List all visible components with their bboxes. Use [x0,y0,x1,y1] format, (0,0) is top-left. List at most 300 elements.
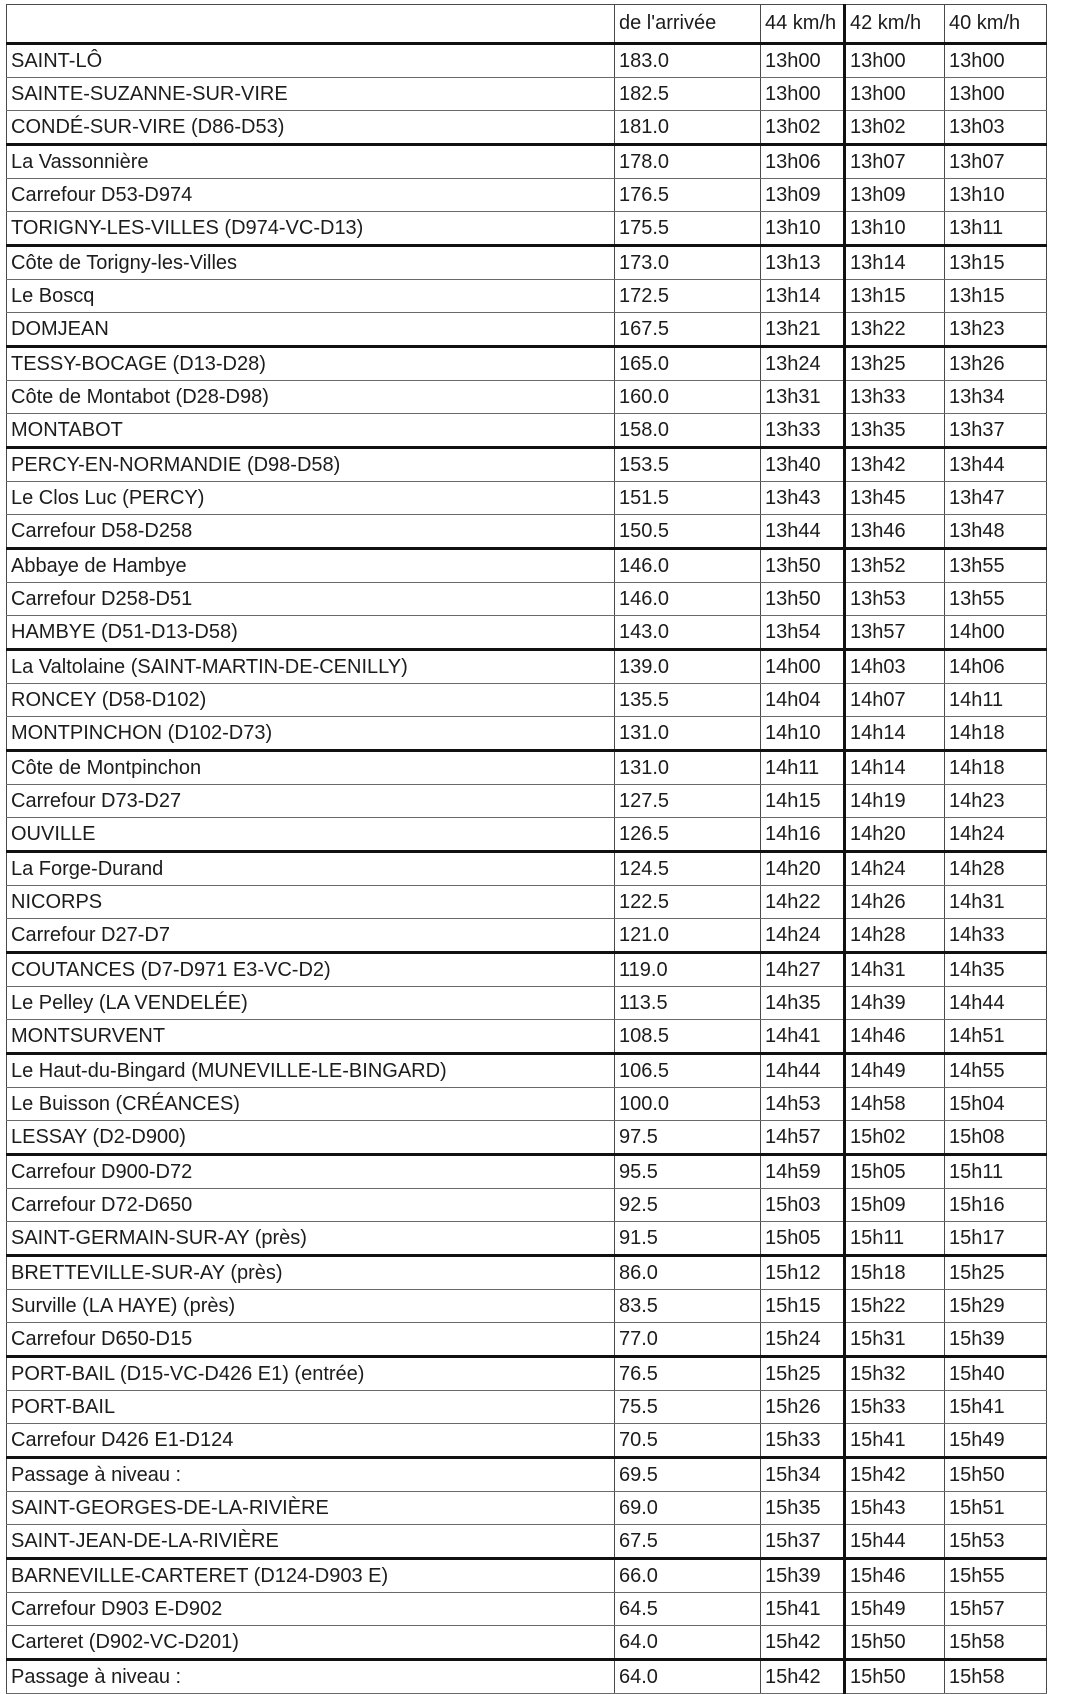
location-cell: La Forge-Durand [7,852,615,886]
time-40-cell: 13h10 [945,179,1047,212]
time-40-cell: 13h47 [945,482,1047,515]
distance-cell: 86.0 [615,1256,761,1290]
time-40-cell: 13h55 [945,583,1047,616]
distance-cell: 135.5 [615,684,761,717]
time-42-cell: 14h31 [845,953,945,987]
distance-cell: 176.5 [615,179,761,212]
table-row [7,515,1047,549]
time-44-cell: 14h15 [761,785,845,818]
time-42-cell: 15h33 [845,1391,945,1424]
time-42-cell: 13h07 [845,145,945,179]
location-cell: Carrefour D73-D27 [7,785,615,818]
time-40-cell: 13h26 [945,347,1047,381]
time-40-cell: 13h11 [945,212,1047,246]
header-speed-40: 40 km/h [945,5,1047,44]
time-44-cell: 15h03 [761,1189,845,1222]
time-44-cell: 14h10 [761,717,845,751]
header-distance: de l'arrivée [615,5,761,44]
table-row [7,616,1047,650]
location-cell: TESSY-BOCAGE (D13-D28) [7,347,615,381]
table-row [7,212,1047,246]
table-row [7,1660,1047,1694]
location-cell: Passage à niveau : [7,1660,615,1694]
table-row [7,1222,1047,1256]
time-44-cell: 14h04 [761,684,845,717]
table-row [7,414,1047,448]
table-row [7,78,1047,111]
location-cell: Côte de Montabot (D28-D98) [7,381,615,414]
time-42-cell: 13h10 [845,212,945,246]
distance-cell: 64.5 [615,1593,761,1626]
table-row [7,1626,1047,1660]
distance-cell: 76.5 [615,1357,761,1391]
location-cell: RONCEY (D58-D102) [7,684,615,717]
time-42-cell: 14h20 [845,818,945,852]
time-44-cell: 14h35 [761,987,845,1020]
time-42-cell: 14h14 [845,751,945,785]
location-cell: LESSAY (D2-D900) [7,1121,615,1155]
time-42-cell: 14h49 [845,1054,945,1088]
time-44-cell: 13h00 [761,78,845,111]
time-40-cell: 14h33 [945,919,1047,953]
time-44-cell: 13h31 [761,381,845,414]
time-42-cell: 13h15 [845,280,945,313]
table-row [7,381,1047,414]
location-cell: Le Pelley (LA VENDELÉE) [7,987,615,1020]
time-40-cell: 15h55 [945,1559,1047,1593]
time-40-cell: 13h34 [945,381,1047,414]
distance-cell: 126.5 [615,818,761,852]
time-42-cell: 14h58 [845,1088,945,1121]
time-44-cell: 13h40 [761,448,845,482]
time-42-cell: 14h28 [845,919,945,953]
location-cell: PERCY-EN-NORMANDIE (D98-D58) [7,448,615,482]
table-row [7,1357,1047,1391]
location-cell: Carteret (D902-VC-D201) [7,1626,615,1660]
time-40-cell: 14h18 [945,751,1047,785]
location-cell: PORT-BAIL (D15-VC-D426 E1) (entrée) [7,1357,615,1391]
time-40-cell: 14h06 [945,650,1047,684]
table-row [7,919,1047,953]
time-42-cell: 14h03 [845,650,945,684]
table-row [7,1391,1047,1424]
time-40-cell: 15h08 [945,1121,1047,1155]
time-44-cell: 15h42 [761,1626,845,1660]
time-40-cell: 13h37 [945,414,1047,448]
location-cell: Carrefour D258-D51 [7,583,615,616]
time-40-cell: 15h58 [945,1660,1047,1694]
header-row [7,5,1047,44]
distance-cell: 100.0 [615,1088,761,1121]
distance-cell: 66.0 [615,1559,761,1593]
time-44-cell: 13h10 [761,212,845,246]
table-row [7,549,1047,583]
time-42-cell: 13h57 [845,616,945,650]
time-44-cell: 14h44 [761,1054,845,1088]
time-44-cell: 14h57 [761,1121,845,1155]
location-cell: BARNEVILLE-CARTERET (D124-D903 E) [7,1559,615,1593]
table-row [7,953,1047,987]
time-44-cell: 15h34 [761,1458,845,1492]
distance-cell: 124.5 [615,852,761,886]
location-cell: MONTPINCHON (D102-D73) [7,717,615,751]
time-44-cell: 14h22 [761,886,845,919]
location-cell: Carrefour D58-D258 [7,515,615,549]
time-42-cell: 15h49 [845,1593,945,1626]
distance-cell: 173.0 [615,246,761,280]
table-row [7,1155,1047,1189]
time-40-cell: 15h16 [945,1189,1047,1222]
time-44-cell: 14h27 [761,953,845,987]
distance-cell: 92.5 [615,1189,761,1222]
time-44-cell: 15h24 [761,1323,845,1357]
location-cell: HAMBYE (D51-D13-D58) [7,616,615,650]
table-row [7,1121,1047,1155]
time-42-cell: 15h22 [845,1290,945,1323]
table-row [7,1424,1047,1458]
time-42-cell: 15h42 [845,1458,945,1492]
distance-cell: 131.0 [615,751,761,785]
time-44-cell: 14h20 [761,852,845,886]
table-body [7,44,1047,1694]
time-40-cell: 14h44 [945,987,1047,1020]
location-cell: Côte de Torigny-les-Villes [7,246,615,280]
time-40-cell: 14h11 [945,684,1047,717]
time-42-cell: 15h32 [845,1357,945,1391]
location-cell: Carrefour D426 E1-D124 [7,1424,615,1458]
time-40-cell: 14h23 [945,785,1047,818]
time-44-cell: 13h06 [761,145,845,179]
time-42-cell: 15h31 [845,1323,945,1357]
time-42-cell: 13h52 [845,549,945,583]
time-44-cell: 14h59 [761,1155,845,1189]
table-row [7,1020,1047,1054]
time-44-cell: 15h12 [761,1256,845,1290]
location-cell: MONTABOT [7,414,615,448]
time-44-cell: 14h24 [761,919,845,953]
time-40-cell: 14h55 [945,1054,1047,1088]
distance-cell: 67.5 [615,1525,761,1559]
time-44-cell: 15h05 [761,1222,845,1256]
time-44-cell: 15h37 [761,1525,845,1559]
distance-cell: 182.5 [615,78,761,111]
location-cell: La Vassonnière [7,145,615,179]
time-40-cell: 15h57 [945,1593,1047,1626]
distance-cell: 108.5 [615,1020,761,1054]
time-42-cell: 13h53 [845,583,945,616]
table-row [7,1290,1047,1323]
location-cell: La Valtolaine (SAINT-MARTIN-DE-CENILLY) [7,650,615,684]
distance-cell: 160.0 [615,381,761,414]
table-row [7,650,1047,684]
distance-cell: 64.0 [615,1660,761,1694]
time-42-cell: 15h44 [845,1525,945,1559]
time-40-cell: 15h53 [945,1525,1047,1559]
table-row [7,751,1047,785]
table-row [7,785,1047,818]
location-cell: Carrefour D53-D974 [7,179,615,212]
time-40-cell: 15h39 [945,1323,1047,1357]
time-40-cell: 14h51 [945,1020,1047,1054]
location-cell: Le Clos Luc (PERCY) [7,482,615,515]
table-row [7,1054,1047,1088]
time-44-cell: 13h02 [761,111,845,145]
time-42-cell: 15h43 [845,1492,945,1525]
location-cell: Carrefour D900-D72 [7,1155,615,1189]
location-cell: Le Buisson (CRÉANCES) [7,1088,615,1121]
distance-cell: 151.5 [615,482,761,515]
time-40-cell: 15h25 [945,1256,1047,1290]
location-cell: PORT-BAIL [7,1391,615,1424]
time-40-cell: 13h03 [945,111,1047,145]
table-row [7,987,1047,1020]
time-42-cell: 13h00 [845,78,945,111]
distance-cell: 153.5 [615,448,761,482]
distance-cell: 131.0 [615,717,761,751]
location-cell: COUTANCES (D7-D971 E3-VC-D2) [7,953,615,987]
header-location [7,5,615,44]
location-cell: OUVILLE [7,818,615,852]
time-40-cell: 15h40 [945,1357,1047,1391]
table-row [7,313,1047,347]
distance-cell: 70.5 [615,1424,761,1458]
time-44-cell: 13h50 [761,549,845,583]
time-42-cell: 15h18 [845,1256,945,1290]
time-42-cell: 14h39 [845,987,945,1020]
distance-cell: 178.0 [615,145,761,179]
time-44-cell: 13h54 [761,616,845,650]
table-row [7,246,1047,280]
time-40-cell: 15h51 [945,1492,1047,1525]
time-42-cell: 14h07 [845,684,945,717]
table-row [7,1256,1047,1290]
header-speed-42: 42 km/h [845,5,945,44]
time-42-cell: 13h35 [845,414,945,448]
distance-cell: 97.5 [615,1121,761,1155]
table-row [7,1458,1047,1492]
time-42-cell: 13h45 [845,482,945,515]
time-40-cell: 13h00 [945,78,1047,111]
time-44-cell: 14h41 [761,1020,845,1054]
location-cell: Abbaye de Hambye [7,549,615,583]
location-cell: Le Boscq [7,280,615,313]
time-40-cell: 13h23 [945,313,1047,347]
distance-cell: 69.0 [615,1492,761,1525]
location-cell: SAINT-GEORGES-DE-LA-RIVIÈRE [7,1492,615,1525]
time-40-cell: 15h04 [945,1088,1047,1121]
distance-cell: 181.0 [615,111,761,145]
time-42-cell: 15h11 [845,1222,945,1256]
distance-cell: 77.0 [615,1323,761,1357]
distance-cell: 143.0 [615,616,761,650]
time-44-cell: 15h35 [761,1492,845,1525]
time-40-cell: 13h00 [945,44,1047,78]
table-row [7,583,1047,616]
location-cell: SAINT-GERMAIN-SUR-AY (près) [7,1222,615,1256]
distance-cell: 83.5 [615,1290,761,1323]
time-42-cell: 13h14 [845,246,945,280]
table-row [7,1525,1047,1559]
time-40-cell: 13h07 [945,145,1047,179]
time-42-cell: 14h46 [845,1020,945,1054]
distance-cell: 146.0 [615,583,761,616]
time-44-cell: 15h15 [761,1290,845,1323]
table-row [7,179,1047,212]
distance-cell: 175.5 [615,212,761,246]
time-42-cell: 13h42 [845,448,945,482]
time-40-cell: 15h50 [945,1458,1047,1492]
location-cell: BRETTEVILLE-SUR-AY (près) [7,1256,615,1290]
time-40-cell: 15h49 [945,1424,1047,1458]
distance-cell: 106.5 [615,1054,761,1088]
time-42-cell: 14h19 [845,785,945,818]
location-cell: SAINTE-SUZANNE-SUR-VIRE [7,78,615,111]
table-row [7,44,1047,78]
time-44-cell: 14h00 [761,650,845,684]
time-40-cell: 14h18 [945,717,1047,751]
time-42-cell: 14h24 [845,852,945,886]
distance-cell: 121.0 [615,919,761,953]
table-row [7,280,1047,313]
time-40-cell: 13h15 [945,246,1047,280]
time-42-cell: 13h02 [845,111,945,145]
time-42-cell: 13h09 [845,179,945,212]
table-row [7,717,1047,751]
location-cell: Carrefour D650-D15 [7,1323,615,1357]
time-42-cell: 13h22 [845,313,945,347]
table-row [7,852,1047,886]
table-row [7,1559,1047,1593]
time-44-cell: 15h26 [761,1391,845,1424]
time-40-cell: 13h44 [945,448,1047,482]
location-cell: Passage à niveau : [7,1458,615,1492]
table-row [7,1492,1047,1525]
time-42-cell: 15h02 [845,1121,945,1155]
time-40-cell: 14h00 [945,616,1047,650]
distance-cell: 183.0 [615,44,761,78]
time-42-cell: 15h09 [845,1189,945,1222]
time-42-cell: 15h41 [845,1424,945,1458]
location-cell: MONTSURVENT [7,1020,615,1054]
distance-cell: 64.0 [615,1626,761,1660]
distance-cell: 95.5 [615,1155,761,1189]
time-40-cell: 15h29 [945,1290,1047,1323]
distance-cell: 91.5 [615,1222,761,1256]
distance-cell: 158.0 [615,414,761,448]
time-44-cell: 15h25 [761,1357,845,1391]
time-42-cell: 15h05 [845,1155,945,1189]
distance-cell: 119.0 [615,953,761,987]
time-40-cell: 14h35 [945,953,1047,987]
location-cell: DOMJEAN [7,313,615,347]
table-row [7,886,1047,919]
time-44-cell: 13h24 [761,347,845,381]
table-row [7,1593,1047,1626]
table-row [7,448,1047,482]
time-44-cell: 13h21 [761,313,845,347]
location-cell: TORIGNY-LES-VILLES (D974-VC-D13) [7,212,615,246]
time-42-cell: 14h26 [845,886,945,919]
distance-cell: 150.5 [615,515,761,549]
time-44-cell: 13h44 [761,515,845,549]
distance-cell: 146.0 [615,549,761,583]
location-cell: SAINT-JEAN-DE-LA-RIVIÈRE [7,1525,615,1559]
time-44-cell: 15h33 [761,1424,845,1458]
spreadsheet [6,4,1047,1694]
time-44-cell: 13h13 [761,246,845,280]
location-cell: Carrefour D72-D650 [7,1189,615,1222]
table-row [7,111,1047,145]
distance-cell: 69.5 [615,1458,761,1492]
table-row [7,1088,1047,1121]
distance-cell: 172.5 [615,280,761,313]
time-44-cell: 13h43 [761,482,845,515]
time-40-cell: 13h15 [945,280,1047,313]
time-40-cell: 13h48 [945,515,1047,549]
time-42-cell: 15h50 [845,1626,945,1660]
time-42-cell: 13h00 [845,44,945,78]
distance-cell: 113.5 [615,987,761,1020]
location-cell: Côte de Montpinchon [7,751,615,785]
table-row [7,1323,1047,1357]
location-cell: Surville (LA HAYE) (près) [7,1290,615,1323]
time-42-cell: 14h14 [845,717,945,751]
time-44-cell: 14h53 [761,1088,845,1121]
distance-cell: 75.5 [615,1391,761,1424]
distance-cell: 139.0 [615,650,761,684]
distance-cell: 122.5 [615,886,761,919]
distance-cell: 127.5 [615,785,761,818]
location-cell: SAINT-LÔ [7,44,615,78]
time-42-cell: 13h25 [845,347,945,381]
table-row [7,818,1047,852]
time-40-cell: 13h55 [945,549,1047,583]
distance-cell: 165.0 [615,347,761,381]
time-40-cell: 14h24 [945,818,1047,852]
time-44-cell: 13h00 [761,44,845,78]
time-44-cell: 15h42 [761,1660,845,1694]
time-44-cell: 15h39 [761,1559,845,1593]
time-42-cell: 13h46 [845,515,945,549]
table-row [7,482,1047,515]
header-speed-44: 44 km/h [761,5,845,44]
time-40-cell: 14h28 [945,852,1047,886]
schedule-table [6,4,1047,1694]
time-44-cell: 14h16 [761,818,845,852]
time-42-cell: 15h46 [845,1559,945,1593]
time-40-cell: 15h58 [945,1626,1047,1660]
table-row [7,1189,1047,1222]
distance-cell: 167.5 [615,313,761,347]
table-row [7,347,1047,381]
table-row [7,684,1047,717]
location-cell: CONDÉ-SUR-VIRE (D86-D53) [7,111,615,145]
location-cell: Carrefour D27-D7 [7,919,615,953]
time-40-cell: 15h17 [945,1222,1047,1256]
location-cell: Le Haut-du-Bingard (MUNEVILLE-LE-BINGARD) [7,1054,615,1088]
time-42-cell: 13h33 [845,381,945,414]
time-40-cell: 14h31 [945,886,1047,919]
time-40-cell: 15h11 [945,1155,1047,1189]
time-44-cell: 13h14 [761,280,845,313]
time-44-cell: 13h09 [761,179,845,212]
time-42-cell: 15h50 [845,1660,945,1694]
table-row [7,145,1047,179]
location-cell: Carrefour D903 E-D902 [7,1593,615,1626]
location-cell: NICORPS [7,886,615,919]
time-40-cell: 15h41 [945,1391,1047,1424]
time-44-cell: 13h33 [761,414,845,448]
